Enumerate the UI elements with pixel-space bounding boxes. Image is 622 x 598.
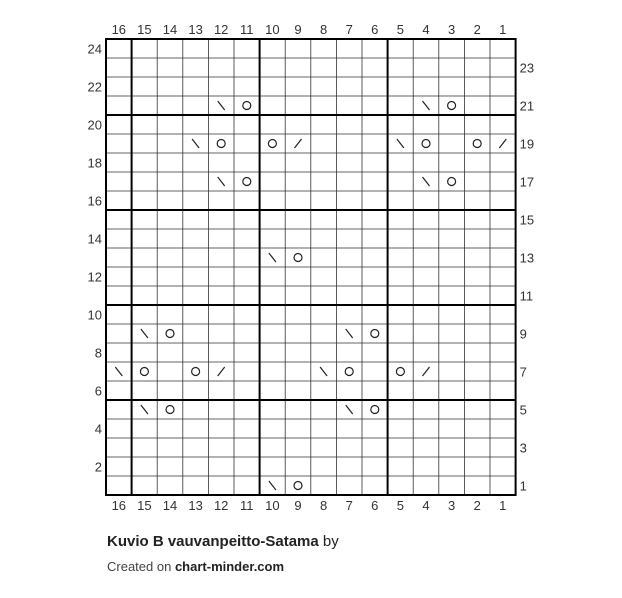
ssk-decrease-symbol xyxy=(423,101,430,110)
credit-line xyxy=(107,559,284,574)
chart-title: Kuvio B vauvanpeitto-Satama xyxy=(107,533,319,550)
row-number-right: 11 xyxy=(519,288,534,304)
yarn-over-symbol xyxy=(192,368,200,376)
ssk-decrease-symbol xyxy=(397,139,404,148)
row-number-right: 21 xyxy=(519,98,535,114)
row-number-right: 17 xyxy=(519,174,535,190)
yarn-over-symbol xyxy=(217,140,225,148)
row-number-left: 12 xyxy=(87,269,102,285)
col-number-top: 1 xyxy=(499,22,507,37)
col-number-top: 2 xyxy=(473,22,481,37)
col-number-bottom: 1 xyxy=(499,498,507,513)
yarn-over-symbol xyxy=(448,102,456,110)
yarn-over-symbol xyxy=(294,482,302,490)
col-number-bottom: 3 xyxy=(447,498,456,513)
ssk-decrease-symbol xyxy=(320,367,327,376)
col-number-top: 12 xyxy=(213,22,229,37)
yarn-over-symbol xyxy=(140,368,148,376)
yarn-over-symbol xyxy=(396,368,404,376)
col-number-bottom: 7 xyxy=(345,498,353,513)
ssk-decrease-symbol xyxy=(346,405,353,414)
col-number-bottom: 13 xyxy=(188,498,203,513)
col-number-top: 7 xyxy=(345,22,353,37)
col-number-top: 9 xyxy=(294,22,302,37)
yarn-over-symbol xyxy=(422,140,430,148)
k2tog-decrease-symbol xyxy=(499,139,506,148)
row-number-left: 16 xyxy=(87,193,102,209)
k2tog-decrease-symbol xyxy=(295,139,302,148)
row-number-right: 23 xyxy=(519,60,535,76)
col-number-bottom: 6 xyxy=(371,498,379,513)
row-number-left: 20 xyxy=(87,117,102,133)
col-number-bottom: 12 xyxy=(213,498,229,513)
chart-title-line xyxy=(107,533,339,550)
col-number-bottom: 11 xyxy=(240,498,254,513)
row-number-left: 2 xyxy=(94,459,102,475)
col-number-top: 5 xyxy=(396,22,405,37)
ssk-decrease-symbol xyxy=(269,253,276,262)
col-number-bottom: 9 xyxy=(294,498,302,513)
col-number-top: 16 xyxy=(111,22,127,37)
col-number-top: 14 xyxy=(162,22,178,37)
col-number-bottom: 8 xyxy=(319,498,328,513)
yarn-over-symbol xyxy=(448,178,456,186)
col-number-bottom: 5 xyxy=(396,498,405,513)
yarn-over-symbol xyxy=(473,140,481,148)
col-number-top: 13 xyxy=(188,22,203,37)
row-number-right: 5 xyxy=(519,402,527,418)
col-number-top: 8 xyxy=(319,22,328,37)
credit-site-link[interactable]: chart-minder.com xyxy=(174,559,285,574)
row-number-right: 13 xyxy=(519,250,535,266)
row-number-left: 4 xyxy=(94,421,102,437)
yarn-over-symbol xyxy=(243,102,251,110)
chart-title-suffix: by xyxy=(322,533,339,550)
ssk-decrease-symbol xyxy=(346,329,353,338)
yarn-over-symbol xyxy=(166,330,174,338)
row-number-left: 24 xyxy=(87,41,102,57)
row-number-right: 3 xyxy=(519,440,527,456)
col-number-top: 15 xyxy=(137,22,152,37)
yarn-over-symbol xyxy=(371,330,379,338)
yarn-over-symbol xyxy=(294,254,302,262)
col-number-bottom: 15 xyxy=(137,498,152,513)
row-number-left: 8 xyxy=(94,345,102,361)
row-number-left: 18 xyxy=(87,155,102,171)
row-number-right: 7 xyxy=(519,364,527,380)
col-number-top: 4 xyxy=(422,22,430,37)
row-number-left: 6 xyxy=(94,383,102,399)
ssk-decrease-symbol xyxy=(218,101,225,110)
col-number-top: 10 xyxy=(265,22,280,37)
row-number-right: 19 xyxy=(519,136,535,152)
row-number-right: 9 xyxy=(519,326,527,342)
yarn-over-symbol xyxy=(345,368,353,376)
col-number-bottom: 14 xyxy=(162,498,178,513)
row-number-left: 10 xyxy=(87,307,102,323)
col-number-top: 3 xyxy=(447,22,456,37)
yarn-over-symbol xyxy=(268,140,276,148)
ssk-decrease-symbol xyxy=(423,177,430,186)
col-number-top: 6 xyxy=(371,22,379,37)
credit-prefix: Created on xyxy=(107,559,172,574)
ssk-decrease-symbol xyxy=(141,329,148,338)
ssk-decrease-symbol xyxy=(192,139,199,148)
col-number-bottom: 10 xyxy=(265,498,280,513)
row-number-right: 15 xyxy=(519,212,535,228)
col-number-bottom: 4 xyxy=(422,498,430,513)
row-number-right: 1 xyxy=(519,478,527,494)
col-number-bottom: 2 xyxy=(473,498,481,513)
ssk-decrease-symbol xyxy=(269,481,276,490)
row-number-left: 22 xyxy=(87,79,102,95)
k2tog-decrease-symbol xyxy=(218,367,225,376)
col-number-top: 11 xyxy=(240,22,254,37)
row-number-left: 14 xyxy=(87,231,102,247)
ssk-decrease-symbol xyxy=(141,405,148,414)
yarn-over-symbol xyxy=(371,406,379,414)
ssk-decrease-symbol xyxy=(115,367,122,376)
yarn-over-symbol xyxy=(243,178,251,186)
col-number-bottom: 16 xyxy=(111,498,127,513)
ssk-decrease-symbol xyxy=(218,177,225,186)
k2tog-decrease-symbol xyxy=(423,367,430,376)
grid-thin-lines xyxy=(106,39,516,495)
yarn-over-symbol xyxy=(166,406,174,414)
